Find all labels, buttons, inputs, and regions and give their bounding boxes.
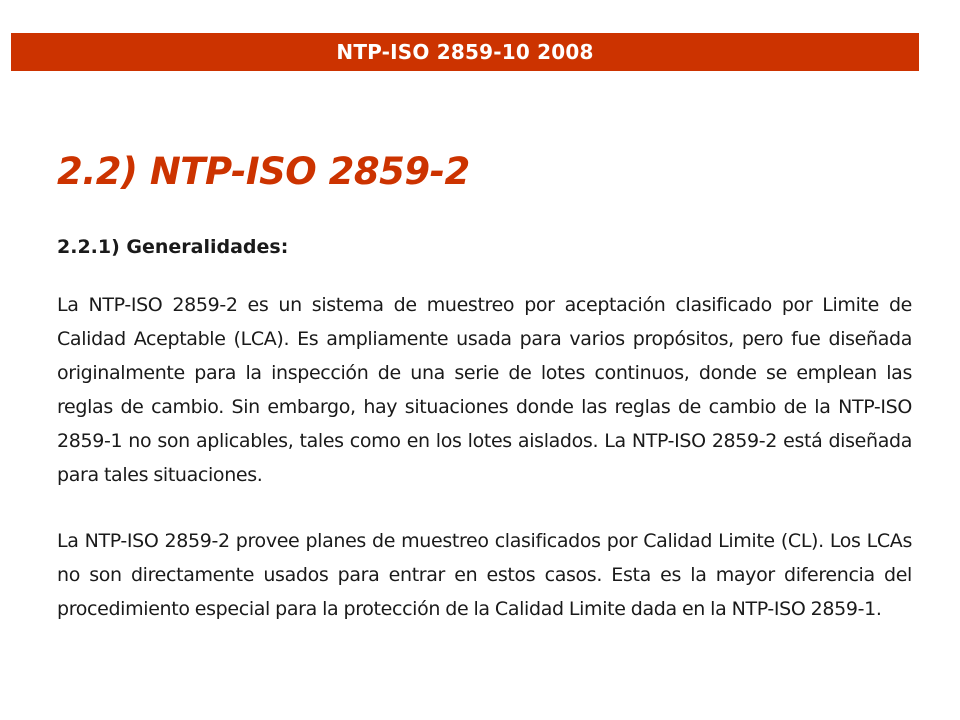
- section-title: 2.2) NTP-ISO 2859-2: [57, 150, 470, 193]
- paragraph-calidad-limite: La NTP-ISO 2859-2 provee planes de muestreo clasificados por Calidad Limite (CL). Los LCAs no son directamente usados para entrar en estos casos. Esta es la mayor diferencia del procedimiento especial para la protección de la Calidad Limite dada en la NTP-ISO 2859-1.: [57, 530, 912, 620]
- header-bar: [11, 33, 919, 71]
- paragraph-generalidades: La NTP-ISO 2859-2 es un sistema de muestreo por aceptación clasificado por Limite de Calidad Aceptable (LCA). Es ampliamente usada para varios propósitos, pero fue diseñada originalmente para la inspección de una serie de lotes continuos, donde se emplean las reglas de cambio. Sin embargo, hay situaciones donde las reglas de cambio de la NTP-ISO 2859-1 no son aplicables, tales como en los lotes aislados. La NTP-ISO 2859-2 está diseñada para tales situaciones.: [57, 294, 912, 486]
- content-body: [57, 232, 912, 658]
- header-title: NTP-ISO 2859-10 2008: [336, 40, 594, 64]
- subsection-title: 2.2.1) Generalidades:: [57, 236, 289, 258]
